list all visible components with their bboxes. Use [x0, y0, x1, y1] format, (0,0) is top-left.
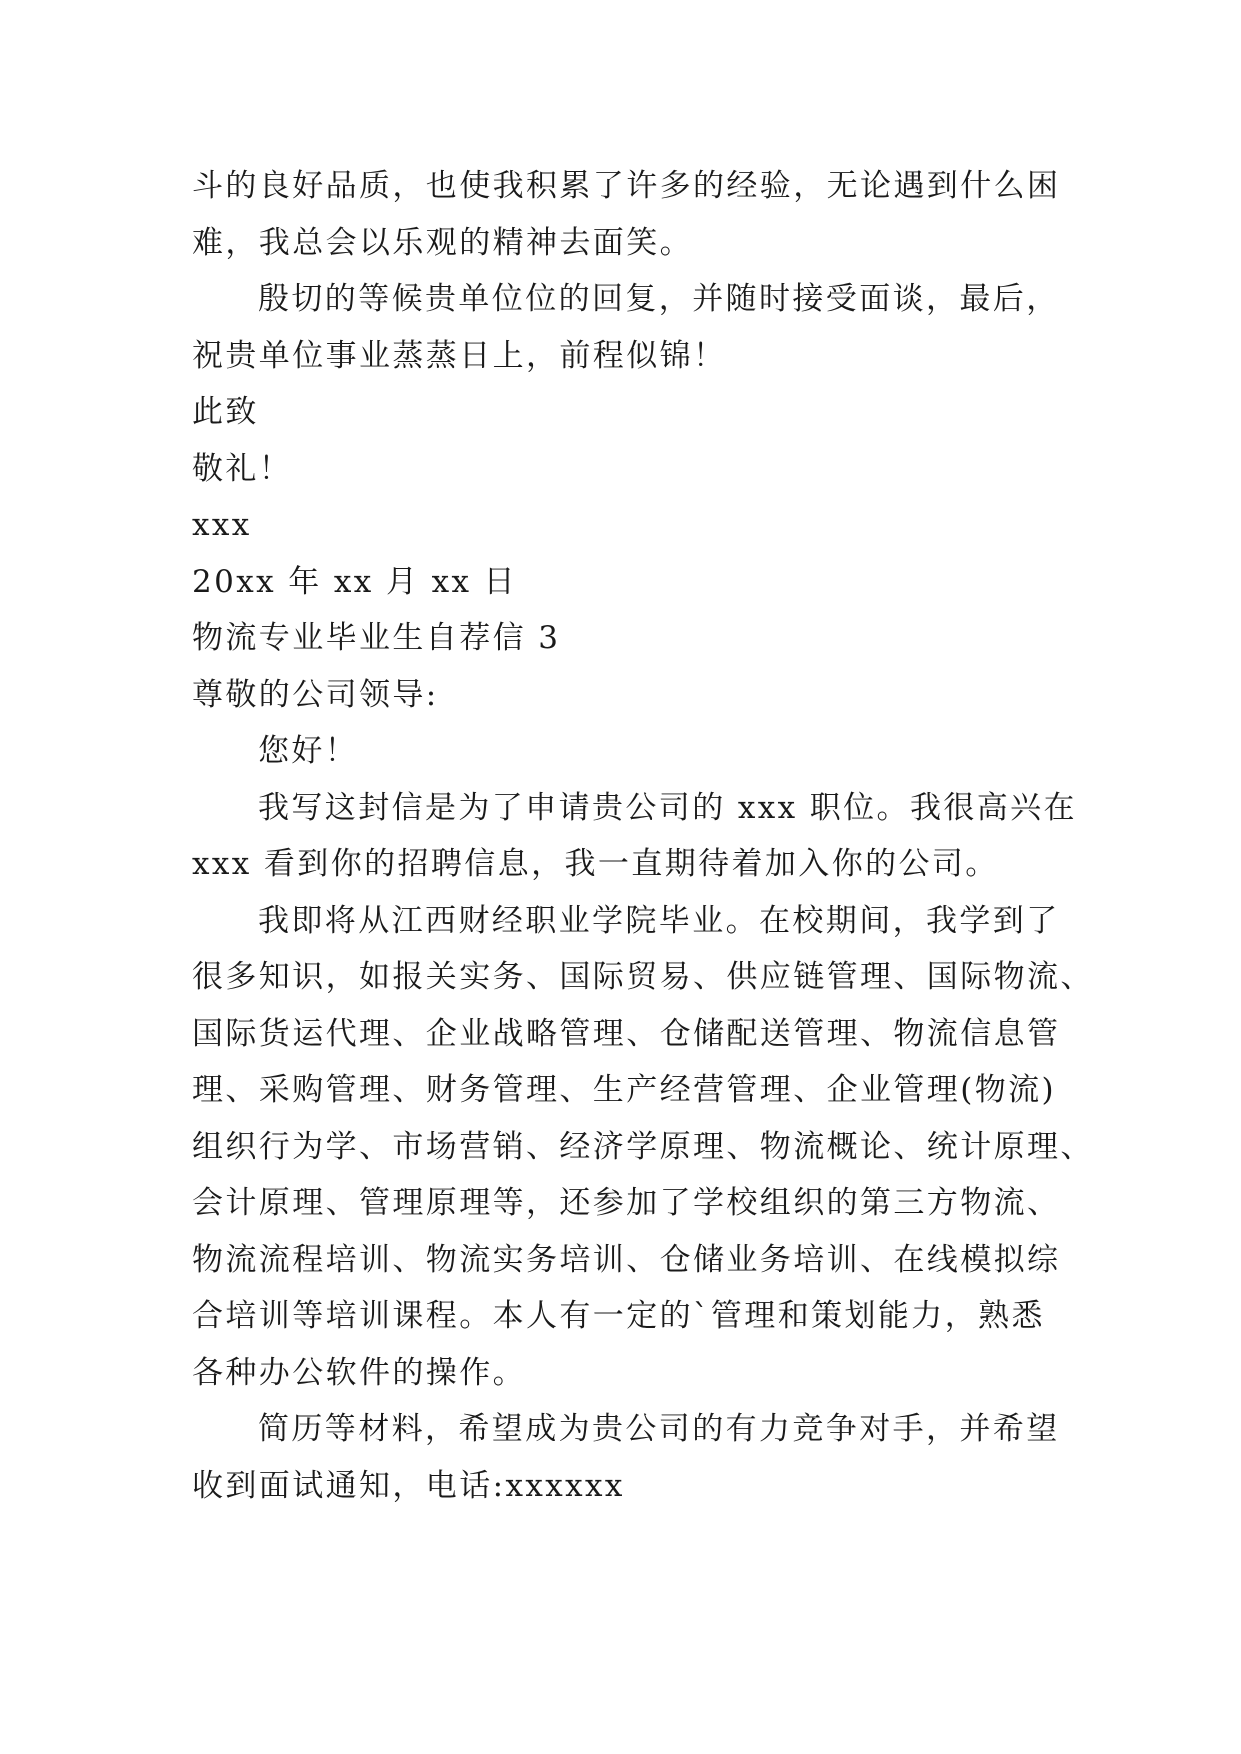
- text-line: 我写这封信是为了申请贵公司的 xxx 职位。我很高兴在: [258, 789, 1077, 826]
- text-line: 我即将从江西财经职业学院毕业。在校期间，我学到了: [258, 902, 1060, 939]
- text-line: 很多知识，如报关实务、国际贸易、供应链管理、国际物流、: [192, 959, 1094, 995]
- section-title: 物流专业毕业生自荐信 3: [192, 620, 561, 656]
- text-line: 殷切的等候贵单位位的回复，并随时接受面谈，最后，: [258, 281, 1060, 317]
- text-line: 斗的良好品质，也使我积累了许多的经验，无论遇到什么困: [192, 168, 1061, 204]
- text-line: 祝贵单位事业蒸蒸日上，前程似锦！: [192, 337, 727, 374]
- text-line: 难，我总会以乐观的精神去面笑。: [192, 224, 693, 261]
- closing-salutation: 此致: [192, 394, 259, 430]
- greeting-recipient: 尊敬的公司领导:: [192, 676, 439, 713]
- text-line: 各种办公软件的操作。: [192, 1354, 526, 1391]
- closing-regards: 敬礼！: [192, 450, 293, 487]
- text-line: 会计原理、管理原理等，还参加了学校组织的第三方物流、: [192, 1185, 1061, 1221]
- signature-date: 20xx 年 xx 月 xx 日: [192, 563, 518, 600]
- text-line: 合培训等培训课程。本人有一定的`管理和策划能力，熟悉: [192, 1298, 1045, 1334]
- signature-name: xxx: [192, 507, 252, 543]
- text-line: 理、采购管理、财务管理、生产经营管理、企业管理(物流): [192, 1072, 1056, 1108]
- text-line: 收到面试通知，电话:xxxxxx: [192, 1467, 625, 1504]
- text-line: 国际货运代理、企业战略管理、仓储配送管理、物流信息管: [192, 1015, 1061, 1052]
- text-line: 组织行为学、市场营销、经济学原理、物流概论、统计原理、: [192, 1128, 1094, 1165]
- greeting: 您好！: [258, 733, 359, 769]
- text-line: 简历等材料，希望成为贵公司的有力竞争对手，并希望: [258, 1411, 1060, 1447]
- document-body: [192, 158, 1094, 1514]
- text-line: xxx 看到你的招聘信息，我一直期待着加入你的公司。: [192, 846, 999, 882]
- text-line: 物流流程培训、物流实务培训、仓储业务培训、在线模拟综: [192, 1241, 1061, 1278]
